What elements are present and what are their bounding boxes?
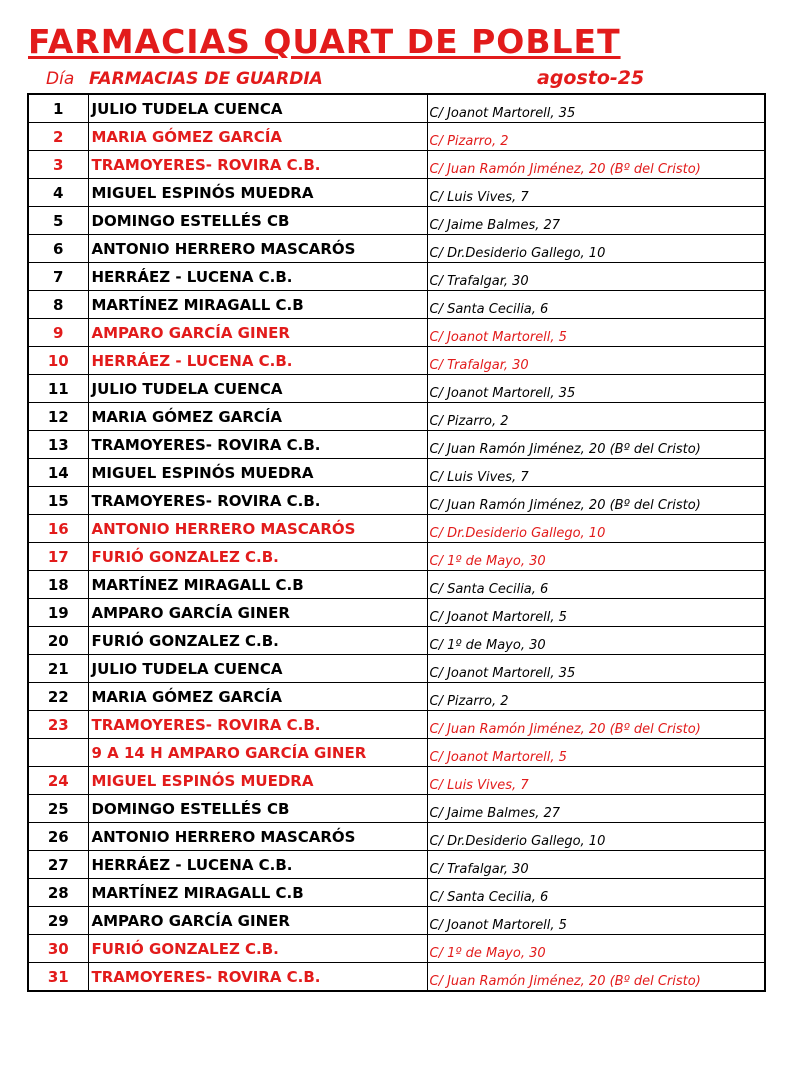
pharmacy-name-cell: TRAMOYERES- ROVIRA C.B. xyxy=(88,487,427,515)
pharmacy-name-cell: AMPARO GARCÍA GINER xyxy=(88,599,427,627)
pharmacies-column-header: FARMACIAS DE GUARDIA xyxy=(89,69,323,89)
pharmacy-name-cell: JULIO TUDELA CUENCA xyxy=(88,655,427,683)
table-row xyxy=(28,403,765,431)
pharmacy-name-cell: MIGUEL ESPINÓS MUEDRA xyxy=(88,179,427,207)
day-cell: 21 xyxy=(28,655,88,683)
table-row xyxy=(28,263,765,291)
address-cell: C/ Jaime Balmes, 27 xyxy=(427,795,765,823)
day-cell: 28 xyxy=(28,879,88,907)
address-cell: C/ Joanot Martorell, 5 xyxy=(427,599,765,627)
address-cell: C/ Juan Ramón Jiménez, 20 (Bº del Cristo) xyxy=(427,431,765,459)
table-row xyxy=(28,627,765,655)
address-cell: C/ 1º de Mayo, 30 xyxy=(427,627,765,655)
day-cell: 17 xyxy=(28,543,88,571)
table-row xyxy=(28,207,765,235)
day-cell: 11 xyxy=(28,375,88,403)
day-cell: 23 xyxy=(28,711,88,739)
table-row xyxy=(28,599,765,627)
table-row xyxy=(28,487,765,515)
table-row xyxy=(28,543,765,571)
pharmacy-name-cell: TRAMOYERES- ROVIRA C.B. xyxy=(88,151,427,179)
address-cell: C/ Dr.Desiderio Gallego, 10 xyxy=(427,235,765,263)
day-cell: 30 xyxy=(28,935,88,963)
day-cell: 7 xyxy=(28,263,88,291)
day-cell: 26 xyxy=(28,823,88,851)
address-cell: C/ Joanot Martorell, 5 xyxy=(427,319,765,347)
address-cell: C/ Luis Vives, 7 xyxy=(427,179,765,207)
table-row xyxy=(28,291,765,319)
table-row xyxy=(28,431,765,459)
address-cell: C/ Pizarro, 2 xyxy=(427,683,765,711)
day-cell: 5 xyxy=(28,207,88,235)
pharmacy-name-cell: JULIO TUDELA CUENCA xyxy=(88,375,427,403)
address-cell: C/ Jaime Balmes, 27 xyxy=(427,207,765,235)
address-cell: C/ Santa Cecilia, 6 xyxy=(427,879,765,907)
address-cell: C/ Santa Cecilia, 6 xyxy=(427,291,765,319)
day-cell: 2 xyxy=(28,123,88,151)
month-label: agosto-25 xyxy=(537,67,645,89)
pharmacy-name-cell: MIGUEL ESPINÓS MUEDRA xyxy=(88,767,427,795)
pharmacy-name-cell: DOMINGO ESTELLÉS CB xyxy=(88,207,427,235)
table-row xyxy=(28,151,765,179)
pharmacy-name-cell: MIGUEL ESPINÓS MUEDRA xyxy=(88,459,427,487)
address-cell: C/ Juan Ramón Jiménez, 20 (Bº del Cristo) xyxy=(427,151,765,179)
day-cell: 8 xyxy=(28,291,88,319)
table-row xyxy=(28,711,765,739)
table-row xyxy=(28,347,765,375)
table-row xyxy=(28,907,765,935)
pharmacy-name-cell: TRAMOYERES- ROVIRA C.B. xyxy=(88,431,427,459)
day-cell: 24 xyxy=(28,767,88,795)
day-cell: 20 xyxy=(28,627,88,655)
day-cell: 31 xyxy=(28,963,88,992)
pharmacy-name-cell: HERRÁEZ - LUCENA C.B. xyxy=(88,851,427,879)
day-cell: 4 xyxy=(28,179,88,207)
pharmacy-name-cell: MARIA GÓMEZ GARCÍA xyxy=(88,403,427,431)
address-cell: C/ Juan Ramón Jiménez, 20 (Bº del Cristo) xyxy=(427,963,765,992)
table-row xyxy=(28,123,765,151)
day-cell: 6 xyxy=(28,235,88,263)
table-row xyxy=(28,683,765,711)
day-cell: 14 xyxy=(28,459,88,487)
pharmacy-name-cell: HERRÁEZ - LUCENA C.B. xyxy=(88,263,427,291)
pharmacy-name-cell: FURIÓ GONZALEZ C.B. xyxy=(88,543,427,571)
pharmacy-name-cell: ANTONIO HERRERO MASCARÓS xyxy=(88,235,427,263)
address-cell: C/ Luis Vives, 7 xyxy=(427,459,765,487)
pharmacy-name-cell: JULIO TUDELA CUENCA xyxy=(88,94,427,123)
table-row xyxy=(28,94,765,123)
address-cell: C/ Luis Vives, 7 xyxy=(427,767,765,795)
pharmacy-name-cell: TRAMOYERES- ROVIRA C.B. xyxy=(88,963,427,992)
address-cell: C/ Pizarro, 2 xyxy=(427,403,765,431)
table-row xyxy=(28,851,765,879)
table-row xyxy=(28,823,765,851)
address-cell: C/ Joanot Martorell, 5 xyxy=(427,739,765,767)
pharmacy-name-cell: FURIÓ GONZALEZ C.B. xyxy=(88,627,427,655)
table-row xyxy=(28,935,765,963)
pharmacy-name-cell: AMPARO GARCÍA GINER xyxy=(88,907,427,935)
address-cell: C/ Dr.Desiderio Gallego, 10 xyxy=(427,515,765,543)
table-row xyxy=(28,179,765,207)
pharmacy-name-cell: MARIA GÓMEZ GARCÍA xyxy=(88,683,427,711)
table-row xyxy=(28,879,765,907)
day-cell: 15 xyxy=(28,487,88,515)
table-row xyxy=(28,515,765,543)
day-cell: 22 xyxy=(28,683,88,711)
duty-pharmacy-table xyxy=(27,93,766,992)
day-cell: 1 xyxy=(28,94,88,123)
address-cell: C/ Trafalgar, 30 xyxy=(427,263,765,291)
pharmacy-name-cell: AMPARO GARCÍA GINER xyxy=(88,319,427,347)
day-cell: 10 xyxy=(28,347,88,375)
address-cell: C/ 1º de Mayo, 30 xyxy=(427,543,765,571)
address-cell: C/ 1º de Mayo, 30 xyxy=(427,935,765,963)
day-cell: 25 xyxy=(28,795,88,823)
pharmacy-name-cell: MARIA GÓMEZ GARCÍA xyxy=(88,123,427,151)
table-row xyxy=(28,795,765,823)
day-cell: 27 xyxy=(28,851,88,879)
pharmacy-name-cell: MARTÍNEZ MIRAGALL C.B xyxy=(88,291,427,319)
address-cell: C/ Joanot Martorell, 35 xyxy=(427,655,765,683)
table-row xyxy=(28,319,765,347)
day-column-header: Día xyxy=(46,69,75,89)
address-cell: C/ Juan Ramón Jiménez, 20 (Bº del Cristo) xyxy=(427,711,765,739)
address-cell: C/ Joanot Martorell, 35 xyxy=(427,375,765,403)
pharmacy-name-cell: 9 A 14 H AMPARO GARCÍA GINER xyxy=(88,739,427,767)
day-cell: 29 xyxy=(28,907,88,935)
day-cell: 13 xyxy=(28,431,88,459)
address-cell: C/ Juan Ramón Jiménez, 20 (Bº del Cristo) xyxy=(427,487,765,515)
address-cell: C/ Trafalgar, 30 xyxy=(427,347,765,375)
table-row xyxy=(28,235,765,263)
table-row xyxy=(28,739,765,767)
pharmacy-name-cell: HERRÁEZ - LUCENA C.B. xyxy=(88,347,427,375)
table-row xyxy=(28,963,765,992)
table-row xyxy=(28,375,765,403)
pharmacy-name-cell: MARTÍNEZ MIRAGALL C.B xyxy=(88,571,427,599)
pharmacy-name-cell: DOMINGO ESTELLÉS CB xyxy=(88,795,427,823)
day-cell xyxy=(28,739,88,767)
pharmacy-name-cell: FURIÓ GONZALEZ C.B. xyxy=(88,935,427,963)
day-cell: 18 xyxy=(28,571,88,599)
address-cell: C/ Santa Cecilia, 6 xyxy=(427,571,765,599)
table-row xyxy=(28,459,765,487)
address-cell: C/ Dr.Desiderio Gallego, 10 xyxy=(427,823,765,851)
day-cell: 19 xyxy=(28,599,88,627)
day-cell: 16 xyxy=(28,515,88,543)
address-cell: C/ Joanot Martorell, 35 xyxy=(427,94,765,123)
pharmacy-name-cell: ANTONIO HERRERO MASCARÓS xyxy=(88,823,427,851)
table-row xyxy=(28,655,765,683)
day-cell: 9 xyxy=(28,319,88,347)
day-cell: 12 xyxy=(28,403,88,431)
address-cell: C/ Joanot Martorell, 5 xyxy=(427,907,765,935)
table-row xyxy=(28,767,765,795)
pharmacy-name-cell: MARTÍNEZ MIRAGALL C.B xyxy=(88,879,427,907)
pharmacy-name-cell: ANTONIO HERRERO MASCARÓS xyxy=(88,515,427,543)
address-cell: C/ Trafalgar, 30 xyxy=(427,851,765,879)
table-row xyxy=(28,571,765,599)
address-cell: C/ Pizarro, 2 xyxy=(427,123,765,151)
pharmacy-name-cell: TRAMOYERES- ROVIRA C.B. xyxy=(88,711,427,739)
day-cell: 3 xyxy=(28,151,88,179)
page-title: FARMACIAS QUART DE POBLET xyxy=(28,22,621,61)
